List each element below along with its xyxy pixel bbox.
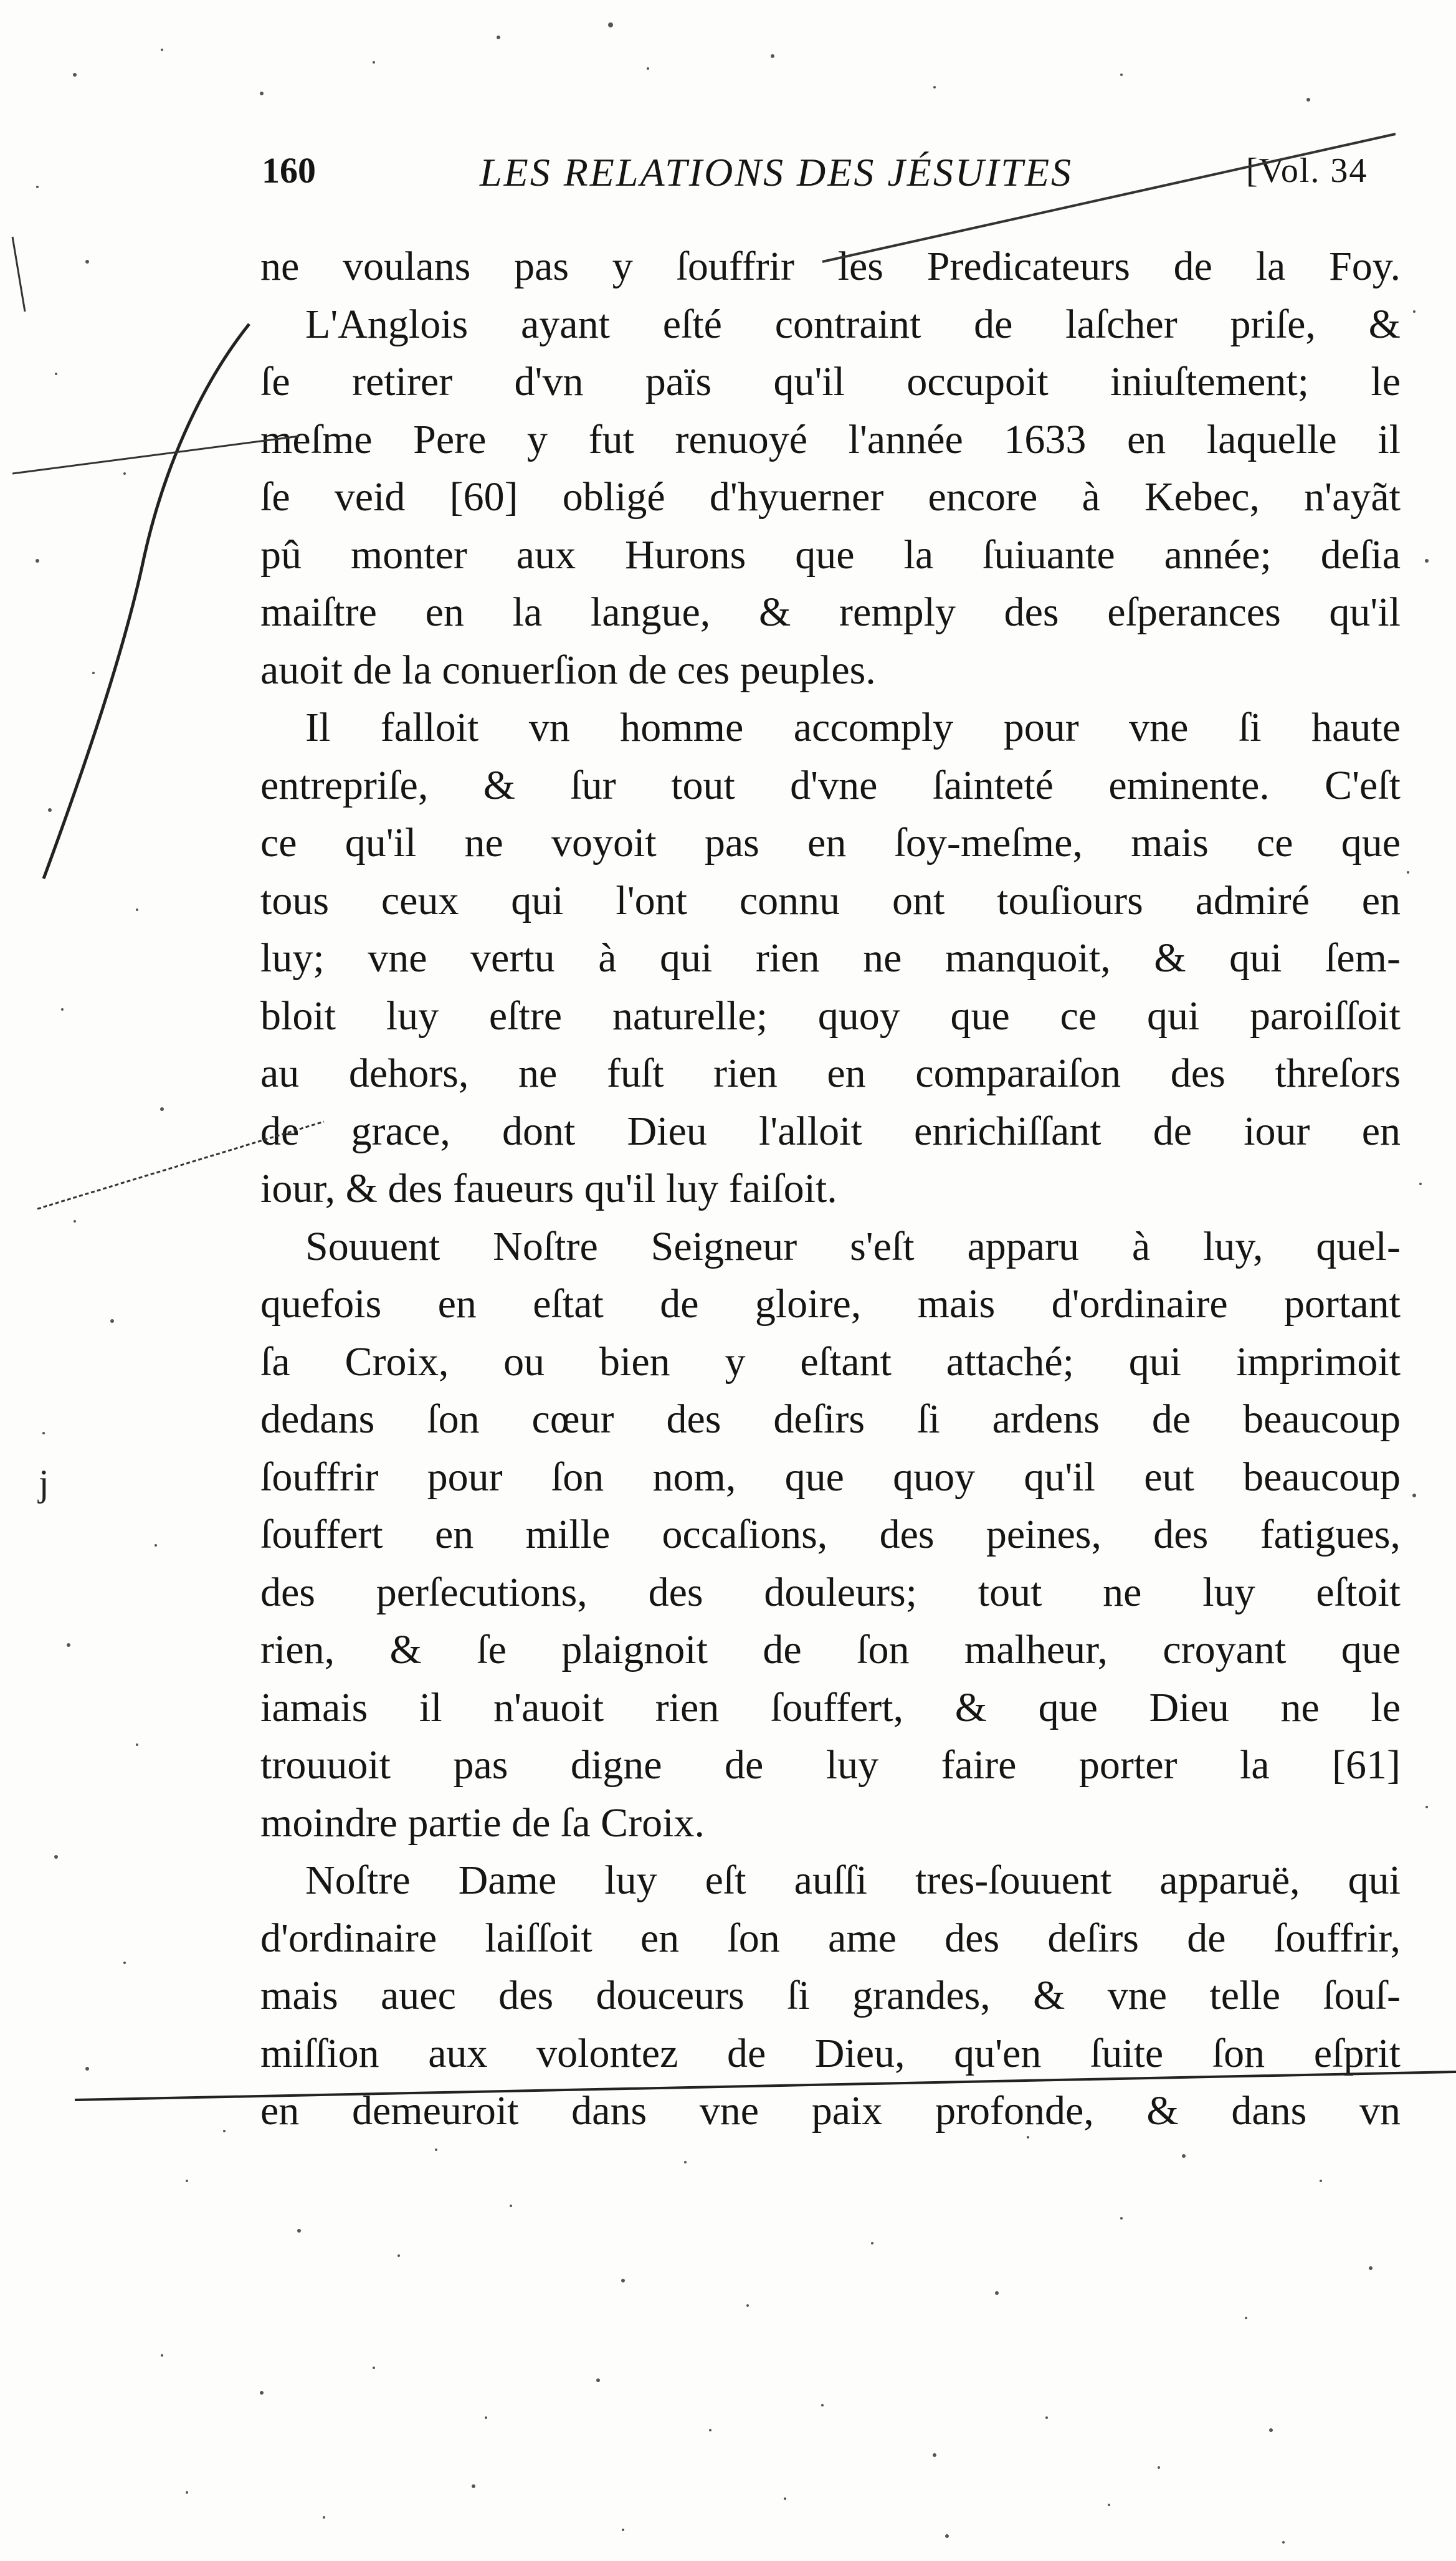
text-line: des perſecutions, des douleurs; tout ne luy eſtoit — [260, 1569, 1401, 1615]
text-line: ſa Croix, ou bien y eſtant attaché; qui imprimoit — [260, 1338, 1401, 1385]
volume-reference: [Vol. 34 — [1246, 151, 1368, 190]
running-title: LES RELATIONS DES JÉSUITES — [480, 150, 1073, 194]
text-line: Noſtre Dame luy eſt auſſi tres-ſouuent apparuë, qui — [305, 1858, 1401, 1903]
margin-mark: j — [39, 1462, 49, 1504]
text-line: mais auec des douceurs ſi grandes, & vne telle ſouſ- — [260, 1973, 1401, 2018]
text-line: trouuoit pas digne de luy faire porter la [61] — [260, 1742, 1401, 1788]
text-line: de grace, dont Dieu l'alloit enrichiſſant de iour en — [260, 1108, 1401, 1154]
margin-curve-stroke — [44, 324, 249, 879]
text-line: d'ordinaire laiſſoit en ſon ame des deſirs de ſouffrir, — [260, 1915, 1401, 1961]
text-line: ce qu'il ne voyoit pas en ſoy-meſme, mais ce que — [260, 820, 1401, 866]
text-line: luy; vne vertu à qui rien ne manquoit, & qui ſem- — [260, 935, 1401, 981]
text-line: auoit de la conuerſion de ces peuples. — [260, 647, 876, 693]
text-line: ſouffrir pour ſon nom, que quoy qu'il eut beaucoup — [260, 1454, 1401, 1500]
text-line: dedans ſon cœur des deſirs ſi ardens de beaucoup — [260, 1396, 1401, 1442]
text-line: au dehors, ne fuſt rien en comparaiſon des threſors — [260, 1051, 1401, 1096]
text-line: tous ceux qui l'ont connu ont touſiours admiré en — [260, 877, 1401, 923]
page-number: 160 — [262, 150, 316, 191]
text-line: ſe retirer d'vn païs qu'il occupoit iniuſtement; le — [260, 359, 1401, 404]
text-line: quefois en eſtat de gloire, mais d'ordinaire portant — [260, 1281, 1401, 1327]
text-line: ſe veid [60] obligé d'hyuerner encore à Kebec, n'ayãt — [260, 474, 1401, 520]
text-line: entrepriſe, & ſur tout d'vne ſainteté eminente. C'eſt — [260, 762, 1401, 808]
text-line: Il falloit vn homme accomply pour vne ſi haute — [305, 705, 1401, 750]
text-line: miſſion aux volontez de Dieu, qu'en ſuite ſon eſprit — [260, 2030, 1401, 2076]
text-line: L'Anglois ayant eſté contraint de laſcher priſe, & — [305, 301, 1401, 347]
text-line: pû monter aux Hurons que la ſuiuante année; deſia — [260, 532, 1401, 578]
text-line: bloit luy eſtre naturelle; quoy que ce qui paroiſſoit — [260, 993, 1401, 1039]
text-line: ſouffert en mille occaſions, des peines, des fatigues, — [260, 1512, 1401, 1557]
text-line: en demeuroit dans vne paix profonde, & dans vn — [260, 2088, 1401, 2134]
text-line: iour, & des faueurs qu'il luy faiſoit. — [260, 1166, 837, 1211]
text-line: ne voulans pas y ſouffrir les Predicateurs de la Foy. — [260, 244, 1401, 289]
text-line: rien, & ſe plaignoit de ſon malheur, croyant que — [260, 1627, 1401, 1672]
running-head — [249, 150, 1396, 199]
margin-line-1 — [12, 436, 299, 474]
text-line: Souuent Noſtre Seigneur s'eſt apparu à luy, quel- — [305, 1223, 1401, 1269]
text-line: maiſtre en la langue, & remply des eſperances qu'il — [260, 589, 1401, 635]
body-text — [260, 238, 1401, 2140]
text-line: moindre partie de ſa Croix. — [260, 1800, 705, 1846]
text-line: meſme Pere y fut renuoyé l'année 1633 en laquelle il — [260, 416, 1401, 462]
top-margin-tick — [12, 237, 25, 312]
text-line: iamais il n'auoit rien ſouffert, & que Dieu ne le — [260, 1684, 1401, 1730]
